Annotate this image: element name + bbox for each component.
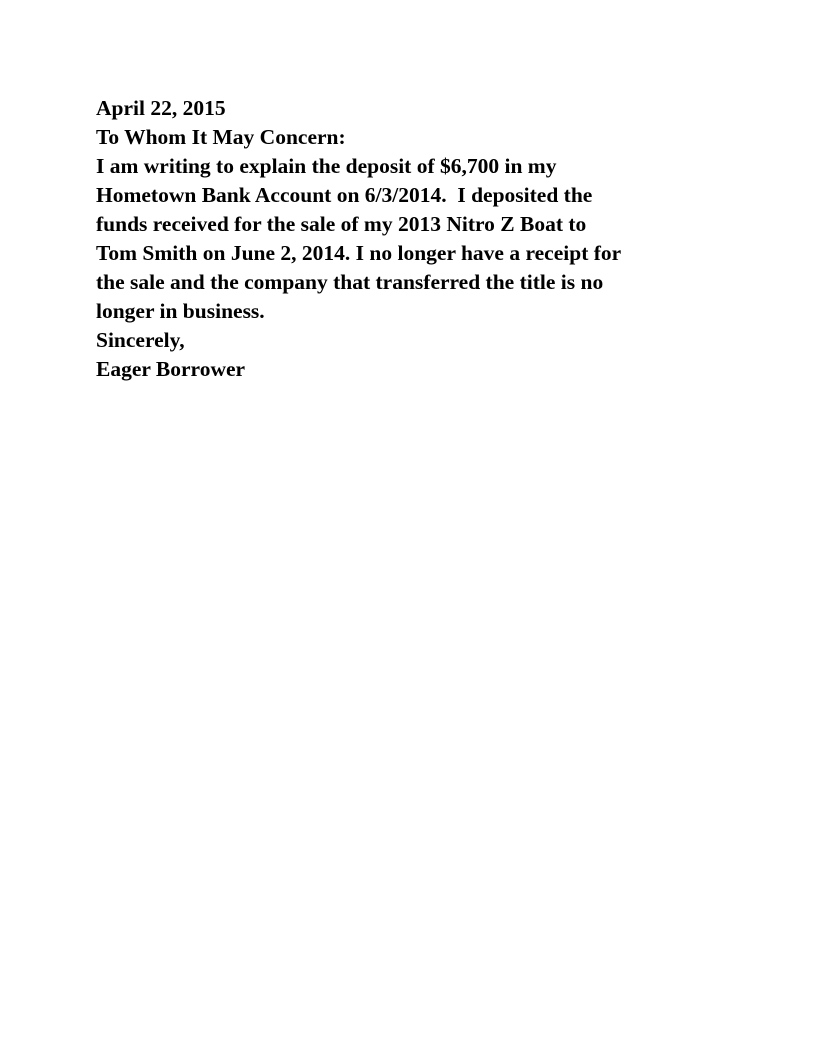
letter-closing-block [96, 326, 716, 384]
letter-body [96, 152, 716, 326]
letter-body-line: Tom Smith on June 2, 2014. I no longer have a receipt for [96, 241, 622, 265]
letter-body-line: I am writing to explain the deposit of $6,700 in my [96, 154, 557, 178]
letter-date: April 22, 2015 [96, 96, 226, 120]
signature-name: Eager Borrower [96, 357, 246, 381]
letter-body-line: the sale and the company that transferred the title is no [96, 270, 604, 294]
letter-body-line: longer in business. [96, 299, 265, 323]
letter-body-line: Hometown Bank Account on 6/3/2014. I deposited the [96, 183, 593, 207]
letter [96, 94, 716, 384]
letter-closing: Sincerely, [96, 328, 185, 352]
letter-body-line: funds received for the sale of my 2013 Nitro Z Boat to [96, 212, 587, 236]
letter-salutation: To Whom It May Concern: [96, 125, 346, 149]
